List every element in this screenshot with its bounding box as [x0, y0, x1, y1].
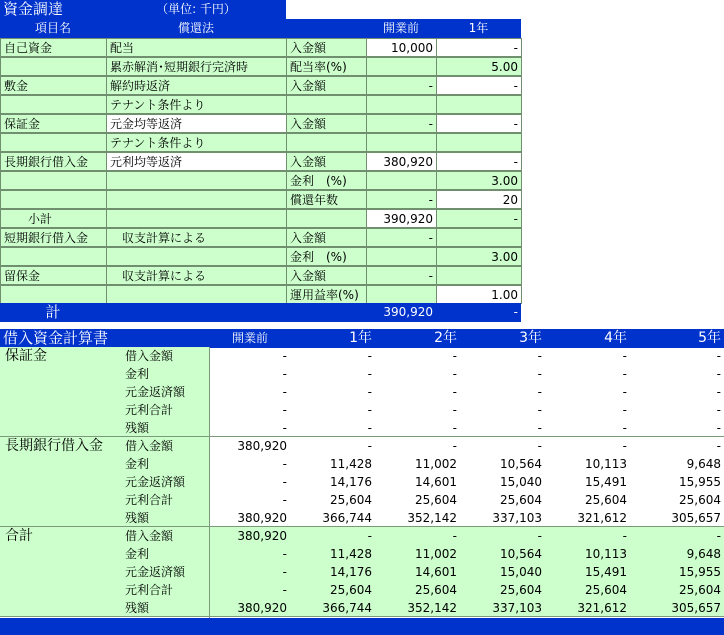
loan-row-label: 借入金額: [125, 529, 174, 543]
loan-value-cell[interactable]: 10,113: [585, 547, 627, 561]
funding-item-cell: [0, 133, 107, 152]
loan-value-cell[interactable]: -: [282, 349, 287, 363]
funding-total-y1: -: [436, 303, 521, 322]
loan-value-cell[interactable]: -: [716, 367, 721, 381]
funding-label-cell: [286, 95, 367, 114]
loan-value-cell[interactable]: -: [282, 475, 287, 489]
loan-value-cell[interactable]: -: [452, 529, 457, 543]
loan-value-cell[interactable]: 15,955: [679, 475, 721, 489]
funding-label-cell: [286, 133, 367, 152]
funding-y1-cell[interactable]: 3.00: [436, 171, 522, 190]
loan-group-name: 保証金: [5, 348, 47, 364]
loan-value-cell[interactable]: 25,604: [330, 493, 372, 507]
loan-value-cell[interactable]: 14,601: [415, 475, 457, 489]
loan-value-cell[interactable]: 337,103: [492, 511, 542, 525]
loan-value-cell[interactable]: -: [367, 349, 372, 363]
loan-value-cell[interactable]: -: [716, 529, 721, 543]
funding-y1-cell[interactable]: 3.00: [436, 247, 522, 266]
funding-method-cell: 解約時返済: [106, 76, 287, 95]
funding-y1-cell[interactable]: 20: [436, 190, 522, 209]
funding-unit: （単位: 千円）: [106, 0, 286, 19]
loan-row-label: 金利: [125, 367, 150, 381]
loan-group-name: 合計: [5, 528, 33, 544]
loan-value-cell[interactable]: -: [367, 439, 372, 453]
loan-value-cell[interactable]: 321,612: [577, 601, 627, 615]
loan-value-cell[interactable]: 352,142: [407, 601, 457, 615]
funding-total-blank: [106, 303, 366, 322]
loan-value-cell[interactable]: 25,604: [679, 493, 721, 507]
header-method: 償還法: [106, 19, 286, 38]
funding-label-cell: 入金額: [286, 228, 367, 247]
loan-value-cell[interactable]: -: [716, 439, 721, 453]
funding-item-cell: 保証金: [0, 114, 107, 133]
loan-value-cell[interactable]: 380,920: [237, 529, 287, 543]
loan-header-cell: 3年: [460, 329, 545, 348]
loan-value-cell[interactable]: 14,176: [330, 565, 372, 579]
funding-item-cell: [0, 247, 107, 266]
loan-value-cell[interactable]: 10,564: [500, 457, 542, 471]
loan-value-cell[interactable]: -: [452, 403, 457, 417]
funding-y1-cell[interactable]: -: [436, 152, 522, 171]
loan-value-cell[interactable]: 25,604: [330, 583, 372, 597]
loan-value-cell[interactable]: -: [282, 583, 287, 597]
loan-value-cell[interactable]: 15,955: [679, 565, 721, 579]
loan-value-cell[interactable]: 10,564: [500, 547, 542, 561]
loan-row-label: 借入金額: [125, 349, 174, 363]
loan-header-cell: 開業前: [210, 329, 290, 348]
loan-value-cell[interactable]: 15,040: [500, 565, 542, 579]
bottom-total-bar: [0, 618, 724, 635]
loan-value-cell[interactable]: -: [622, 367, 627, 381]
loan-row-label: 残額: [125, 511, 150, 525]
funding-item-cell: 長期銀行借入金: [0, 152, 107, 171]
loan-value-cell[interactable]: 380,920: [237, 511, 287, 525]
funding-method-cell: [106, 190, 287, 209]
loan-title: 借入資金計算書: [0, 329, 210, 348]
funding-method-cell: [106, 247, 287, 266]
funding-method-cell: 配当: [106, 38, 287, 57]
funding-before-cell[interactable]: [366, 57, 437, 76]
loan-value-cell[interactable]: -: [537, 421, 542, 435]
loan-header-cell: 1年: [290, 329, 375, 348]
funding-item-cell: [0, 95, 107, 114]
loan-value-cell[interactable]: -: [282, 565, 287, 579]
funding-label-cell: 償還年数: [286, 190, 367, 209]
loan-value-cell[interactable]: 337,103: [492, 601, 542, 615]
loan-value-cell[interactable]: -: [452, 385, 457, 399]
loan-value-cell[interactable]: 366,744: [322, 601, 372, 615]
loan-row-label: 元金返済額: [125, 385, 186, 399]
funding-before-cell[interactable]: -: [366, 266, 437, 285]
loan-value-cell[interactable]: -: [282, 367, 287, 381]
funding-item-cell: 敷金: [0, 76, 107, 95]
funding-label-cell: [286, 209, 367, 228]
loan-value-cell[interactable]: 9,648: [686, 547, 721, 561]
funding-label-cell: 入金額: [286, 76, 367, 95]
loan-column-divider: [209, 347, 210, 618]
funding-label-cell: 配当率(%): [286, 57, 367, 76]
loan-value-cell[interactable]: -: [367, 367, 372, 381]
loan-value-cell[interactable]: -: [537, 349, 542, 363]
funding-before-cell[interactable]: [366, 247, 437, 266]
loan-value-cell[interactable]: -: [282, 421, 287, 435]
loan-value-cell[interactable]: -: [367, 403, 372, 417]
loan-value-cell[interactable]: -: [282, 403, 287, 417]
header-label-blank: [286, 19, 366, 38]
loan-value-cell[interactable]: 305,657: [671, 601, 721, 615]
funding-method-cell: テナント条件より: [106, 95, 287, 114]
loan-row-label: 残額: [125, 421, 150, 435]
loan-value-cell[interactable]: -: [537, 367, 542, 381]
funding-before-cell[interactable]: [366, 171, 437, 190]
loan-row-label: 元利合計: [125, 403, 174, 417]
funding-method-cell: 元金均等返済: [106, 114, 287, 133]
loan-value-cell[interactable]: 352,142: [407, 511, 457, 525]
funding-total-label: 計: [0, 303, 106, 322]
funding-y1-cell[interactable]: -: [436, 209, 522, 228]
funding-y1-cell[interactable]: 5.00: [436, 57, 522, 76]
loan-value-cell[interactable]: 11,428: [330, 457, 372, 471]
loan-value-cell[interactable]: -: [282, 385, 287, 399]
funding-label-cell: 金利 (%): [286, 171, 367, 190]
funding-total-before: 390,920: [366, 303, 436, 322]
funding-label-cell: 入金額: [286, 38, 367, 57]
loan-group-name: 長期銀行借入金: [5, 438, 103, 454]
loan-value-cell[interactable]: 25,604: [500, 493, 542, 507]
loan-value-cell[interactable]: -: [367, 385, 372, 399]
loan-value-cell[interactable]: -: [452, 421, 457, 435]
loan-row-label: 元利合計: [125, 583, 174, 597]
funding-before-cell[interactable]: [366, 285, 437, 304]
loan-value-cell[interactable]: 14,601: [415, 565, 457, 579]
funding-before-cell[interactable]: [366, 95, 437, 114]
loan-value-cell[interactable]: -: [282, 547, 287, 561]
loan-value-cell[interactable]: -: [537, 385, 542, 399]
funding-before-cell[interactable]: -: [366, 190, 437, 209]
funding-label-cell: 入金額: [286, 266, 367, 285]
loan-value-cell[interactable]: 11,002: [415, 457, 457, 471]
loan-value-cell[interactable]: 25,604: [415, 493, 457, 507]
funding-item-cell: 小計: [0, 209, 107, 228]
loan-value-cell[interactable]: 25,604: [415, 583, 457, 597]
funding-before-cell[interactable]: 10,000: [366, 38, 437, 57]
loan-value-cell[interactable]: 380,920: [237, 601, 287, 615]
funding-label-cell: 運用益率(%): [286, 285, 367, 304]
funding-title: 資金調達: [0, 0, 106, 19]
funding-item-cell: [0, 190, 107, 209]
loan-header-cell: 5年: [630, 329, 724, 348]
loan-row-label: 金利: [125, 547, 150, 561]
loan-value-cell[interactable]: -: [716, 403, 721, 417]
funding-y1-cell[interactable]: -: [436, 114, 522, 133]
loan-row-label: 金利: [125, 457, 150, 471]
loan-value-cell[interactable]: -: [622, 439, 627, 453]
funding-label-cell: 入金額: [286, 152, 367, 171]
funding-before-cell[interactable]: -: [366, 114, 437, 133]
loan-value-cell[interactable]: -: [452, 349, 457, 363]
loan-value-cell[interactable]: 15,491: [585, 475, 627, 489]
header-item: 項目名: [0, 19, 106, 38]
funding-y1-cell[interactable]: [436, 266, 522, 285]
loan-value-cell[interactable]: 25,604: [500, 583, 542, 597]
loan-value-cell[interactable]: -: [537, 529, 542, 543]
loan-value-cell[interactable]: -: [367, 529, 372, 543]
funding-method-cell: 累赤解消･短期銀行完済時: [106, 57, 287, 76]
funding-label-cell: 入金額: [286, 114, 367, 133]
funding-item-cell: 短期銀行借入金: [0, 228, 107, 247]
loan-value-cell[interactable]: -: [367, 421, 372, 435]
loan-value-cell[interactable]: 25,604: [585, 493, 627, 507]
funding-y1-cell[interactable]: -: [436, 76, 522, 95]
loan-value-cell[interactable]: -: [716, 385, 721, 399]
funding-before-cell[interactable]: [366, 133, 437, 152]
funding-y1-cell[interactable]: -: [436, 38, 522, 57]
loan-value-cell[interactable]: 321,612: [577, 511, 627, 525]
loan-value-cell[interactable]: -: [282, 457, 287, 471]
loan-value-cell[interactable]: 15,040: [500, 475, 542, 489]
loan-header-cell: 4年: [545, 329, 630, 348]
loan-row-label: 残額: [125, 601, 150, 615]
header-y1: 1年: [436, 19, 521, 38]
loan-row-label: 元金返済額: [125, 475, 186, 489]
loan-value-cell[interactable]: 305,657: [671, 511, 721, 525]
funding-method-cell: 収支計算による: [106, 228, 287, 247]
funding-y1-cell[interactable]: 1.00: [436, 285, 522, 304]
loan-value-cell[interactable]: -: [622, 385, 627, 399]
funding-label-cell: 金利 (%): [286, 247, 367, 266]
loan-group-divider: [0, 616, 724, 617]
funding-method-cell: テナント条件より: [106, 133, 287, 152]
funding-method-cell: [106, 285, 287, 304]
loan-value-cell[interactable]: -: [537, 439, 542, 453]
funding-before-cell[interactable]: -: [366, 228, 437, 247]
funding-before-cell[interactable]: 390,920: [366, 209, 437, 228]
loan-value-cell[interactable]: -: [622, 403, 627, 417]
loan-value-cell[interactable]: -: [622, 349, 627, 363]
loan-row-label: 借入金額: [125, 439, 174, 453]
loan-header-cell: 2年: [375, 329, 460, 348]
loan-value-cell[interactable]: -: [452, 439, 457, 453]
loan-value-cell[interactable]: 25,604: [585, 583, 627, 597]
loan-value-cell[interactable]: -: [282, 493, 287, 507]
funding-item-cell: [0, 171, 107, 190]
loan-value-cell[interactable]: -: [622, 529, 627, 543]
funding-y1-cell[interactable]: [436, 133, 522, 152]
loan-value-cell[interactable]: 10,113: [585, 457, 627, 471]
funding-y1-cell[interactable]: [436, 228, 522, 247]
loan-row-label: 元金返済額: [125, 565, 186, 579]
loan-value-cell[interactable]: 11,002: [415, 547, 457, 561]
loan-value-cell[interactable]: 15,491: [585, 565, 627, 579]
funding-item-cell: [0, 285, 107, 304]
funding-item-cell: 自己資金: [0, 38, 107, 57]
loan-value-cell[interactable]: -: [716, 349, 721, 363]
funding-method-cell: [106, 171, 287, 190]
loan-value-cell[interactable]: 366,744: [322, 511, 372, 525]
loan-value-cell[interactable]: -: [716, 421, 721, 435]
loan-value-cell[interactable]: -: [622, 421, 627, 435]
loan-row-label: 元利合計: [125, 493, 174, 507]
funding-before-cell[interactable]: -: [366, 76, 437, 95]
header-before: 開業前: [366, 19, 436, 38]
funding-method-cell: [106, 209, 287, 228]
loan-value-cell[interactable]: 11,428: [330, 547, 372, 561]
funding-method-cell: 元利均等返済: [106, 152, 287, 171]
loan-value-cell[interactable]: 9,648: [686, 457, 721, 471]
funding-method-cell: 収支計算による: [106, 266, 287, 285]
loan-value-cell[interactable]: 25,604: [679, 583, 721, 597]
loan-value-cell[interactable]: -: [452, 367, 457, 381]
funding-y1-cell[interactable]: [436, 95, 522, 114]
loan-value-cell[interactable]: 14,176: [330, 475, 372, 489]
funding-before-cell[interactable]: 380,920: [366, 152, 437, 171]
loan-value-cell[interactable]: 380,920: [237, 439, 287, 453]
funding-item-cell: 留保金: [0, 266, 107, 285]
loan-value-cell[interactable]: -: [537, 403, 542, 417]
funding-item-cell: [0, 57, 107, 76]
